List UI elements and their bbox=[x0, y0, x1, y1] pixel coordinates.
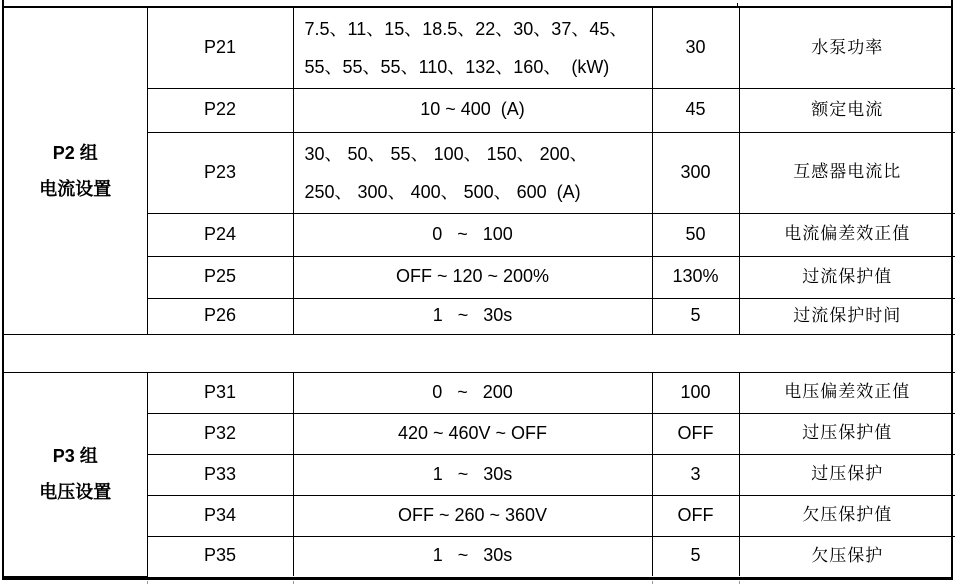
table-row bbox=[4, 298, 955, 334]
description-cell: 欠压保护 bbox=[739, 536, 955, 576]
range-cell: OFF ~ 120 ~ 200% bbox=[293, 256, 652, 298]
range-cell: 0 ~ 200 bbox=[293, 372, 652, 413]
range-line: 55、55、55、110、132、160、 (kW) bbox=[304, 56, 610, 77]
param-code-cell: P23 bbox=[147, 132, 293, 213]
top-partial-row bbox=[4, 0, 951, 8]
table-row bbox=[4, 256, 955, 298]
description-cell: 过压保护 bbox=[739, 454, 955, 495]
range-cell: 0 ~ 100 bbox=[293, 213, 652, 256]
range-cell bbox=[293, 8, 652, 88]
range-line: 7.5、11、15、18.5、22、30、37、45、 bbox=[304, 18, 628, 39]
range-cell: 1 ~ 30s bbox=[293, 298, 652, 334]
default-value-cell: 45 bbox=[652, 88, 739, 132]
table-row bbox=[4, 372, 955, 413]
param-code-cell: P25 bbox=[147, 256, 293, 298]
default-value-cell: 300 bbox=[652, 132, 739, 213]
group-label-line2: 电流设置 bbox=[39, 178, 112, 199]
param-code-cell: P35 bbox=[147, 536, 293, 576]
table-row bbox=[4, 88, 955, 132]
param-code-cell: P32 bbox=[147, 413, 293, 454]
table-row bbox=[4, 8, 955, 88]
description-cell: 过压保护值 bbox=[739, 413, 955, 454]
default-value-cell: 30 bbox=[652, 8, 739, 88]
default-value-cell: 5 bbox=[652, 298, 739, 334]
default-value-cell: 3 bbox=[652, 454, 739, 495]
default-value-cell: OFF bbox=[652, 495, 739, 536]
description-cell: 额定电流 bbox=[739, 88, 955, 132]
group-label-line1: P2 组 bbox=[52, 142, 98, 163]
range-cell bbox=[293, 132, 652, 213]
default-value-cell: 5 bbox=[652, 536, 739, 576]
table-gap-row bbox=[4, 335, 951, 372]
default-value-cell: 130% bbox=[652, 256, 739, 298]
range-cell: 10 ~ 400 (A) bbox=[293, 88, 652, 132]
description-cell: 电流偏差效正值 bbox=[739, 213, 955, 256]
table-row bbox=[4, 454, 955, 495]
range-line: 250、 300、 400、 500、 600 (A) bbox=[304, 181, 581, 202]
default-value-cell: 100 bbox=[652, 372, 739, 413]
default-value-cell: OFF bbox=[652, 413, 739, 454]
table-frame bbox=[2, 0, 953, 580]
description-cell: 电压偏差效正值 bbox=[739, 372, 955, 413]
param-code-cell: P34 bbox=[147, 495, 293, 536]
default-value-cell: 50 bbox=[652, 213, 739, 256]
description-cell: 欠压保护值 bbox=[739, 495, 955, 536]
table-row bbox=[4, 536, 955, 576]
p2-current-settings-table bbox=[4, 8, 955, 335]
range-cell: 1 ~ 30s bbox=[293, 454, 652, 495]
group-label-p2 bbox=[4, 8, 147, 334]
column-border-stub bbox=[737, 3, 738, 8]
range-cell: OFF ~ 260 ~ 360V bbox=[293, 495, 652, 536]
table-row bbox=[4, 413, 955, 454]
range-cell: 1 ~ 30s bbox=[293, 536, 652, 576]
group-label-line1: P3 组 bbox=[52, 446, 98, 466]
description-cell: 过流保护值 bbox=[739, 256, 955, 298]
description-cell: 水泵功率 bbox=[739, 8, 955, 88]
param-code-cell: P22 bbox=[147, 88, 293, 132]
range-cell: 420 ~ 460V ~ OFF bbox=[293, 413, 652, 454]
param-code-cell: P31 bbox=[147, 372, 293, 413]
table-row bbox=[4, 213, 955, 256]
description-cell: 互感器电流比 bbox=[739, 132, 955, 213]
range-line: 30、 50、 55、 100、 150、 200、 bbox=[304, 143, 588, 164]
param-code-cell: P33 bbox=[147, 454, 293, 495]
group-label-line2: 电压设置 bbox=[39, 482, 112, 502]
param-code-cell: P21 bbox=[147, 8, 293, 88]
description-cell: 过流保护时间 bbox=[739, 298, 955, 334]
group-label-p3 bbox=[4, 372, 147, 576]
param-code-cell: P26 bbox=[147, 298, 293, 334]
table-row bbox=[4, 132, 955, 213]
param-code-cell: P24 bbox=[147, 213, 293, 256]
p3-voltage-settings-table bbox=[4, 372, 955, 577]
table-row bbox=[4, 495, 955, 536]
